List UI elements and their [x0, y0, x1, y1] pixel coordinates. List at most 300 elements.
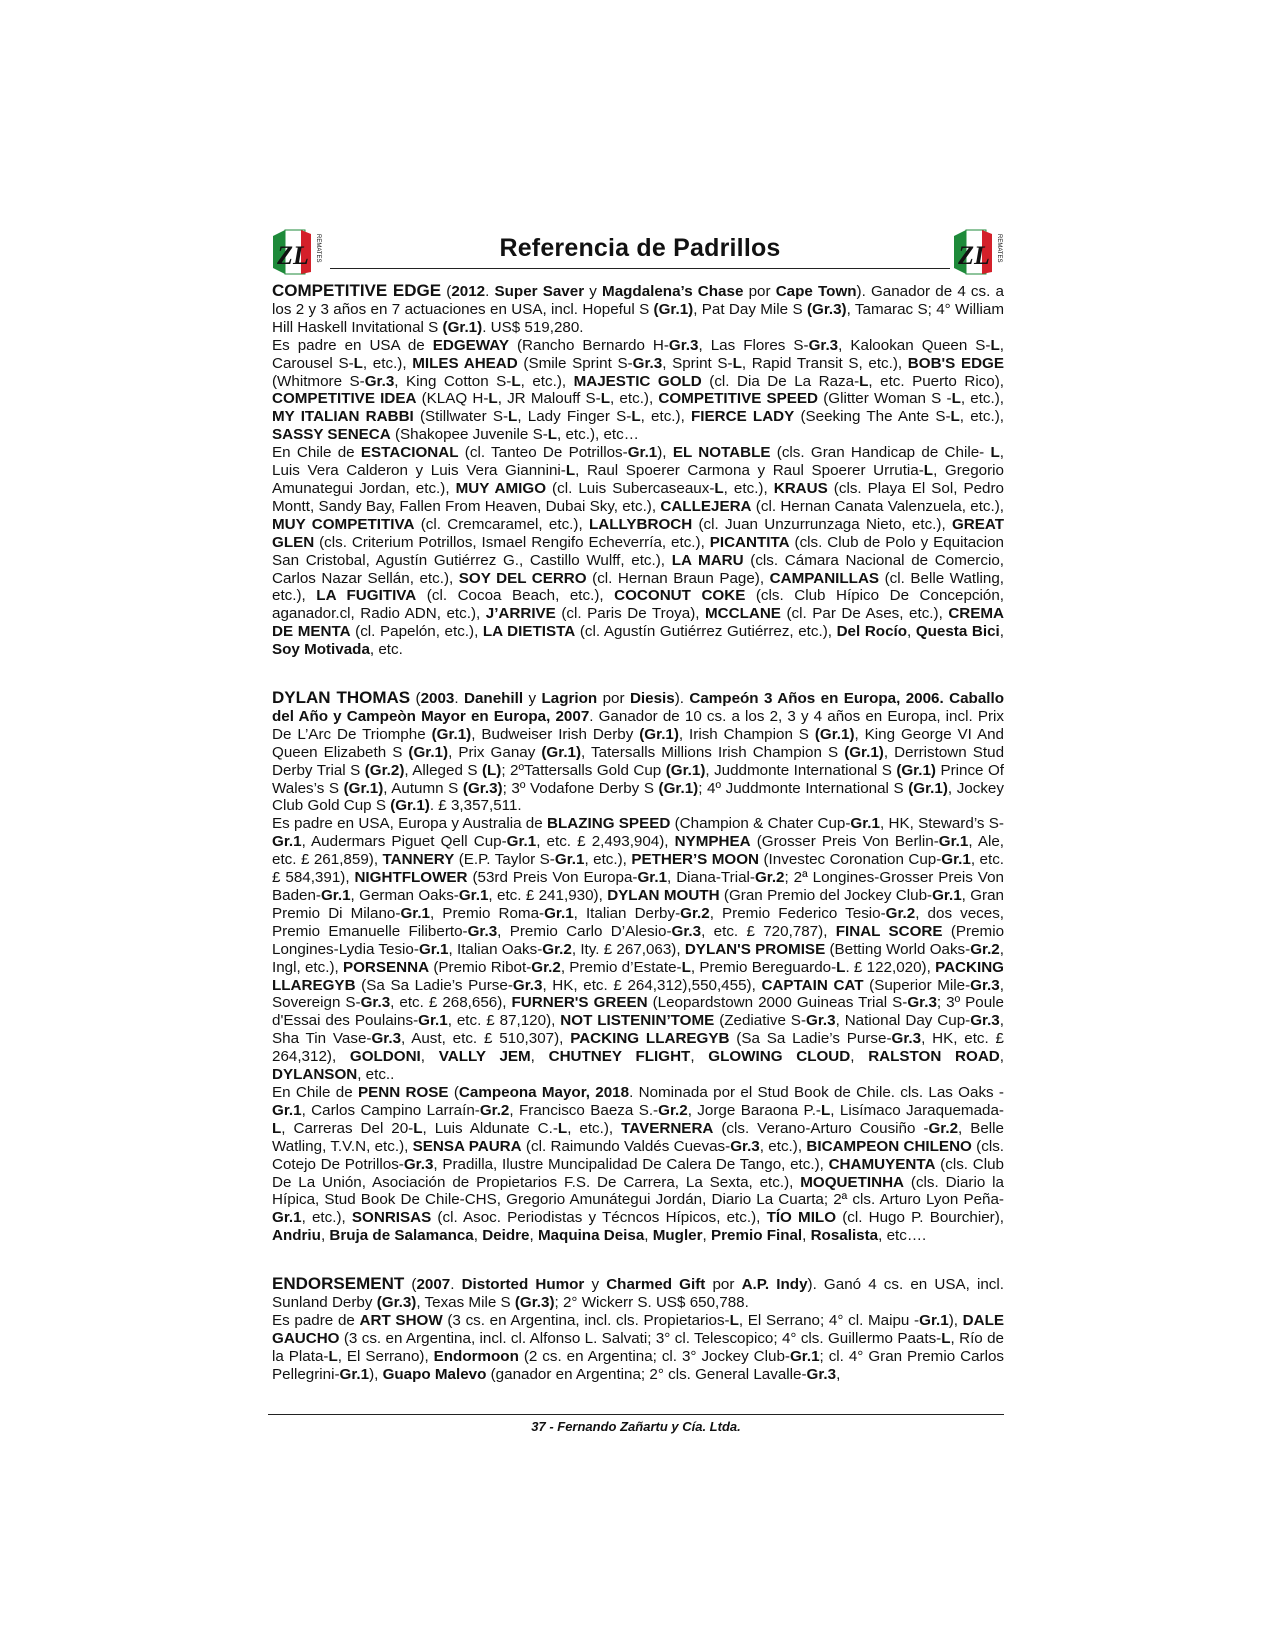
bold-text: L	[990, 336, 1000, 354]
bold-text: Gr.1	[554, 851, 585, 869]
bold-text: Gr.3	[467, 922, 498, 940]
bold-text: CHUTNEY FLIGHT	[548, 1048, 691, 1066]
text-run: , Kalookan Queen S-	[838, 336, 991, 354]
bold-text: (Gr.2)	[364, 761, 405, 779]
text-run: (	[410, 690, 421, 708]
bold-text: (Gr.1)	[653, 300, 694, 318]
text-run: (cl. Papelón, etc.),	[350, 623, 483, 641]
stallion-offspring-paragraph	[272, 444, 1004, 659]
text-run: ,	[850, 1048, 869, 1066]
bold-text: L	[413, 1119, 423, 1137]
text-run: , Premio d’Estate-	[560, 958, 682, 976]
text-run: (	[448, 1083, 459, 1101]
text-run: , Carousel S-	[272, 336, 1004, 372]
text-run: Prince Of Wales’s S	[272, 761, 1004, 797]
bold-text: Andriu	[272, 1227, 321, 1245]
bold-text: Gr.1	[627, 444, 658, 462]
bold-text: CAMPANILLAS	[769, 569, 880, 587]
text-run: (cl. Cocoa Beach, etc.),	[416, 587, 615, 605]
bold-text: Endormoon	[433, 1347, 519, 1365]
stallion-offspring-paragraph	[272, 337, 1004, 444]
bold-text: EL NOTABLE	[672, 444, 771, 462]
bold-text: Gr.1	[850, 815, 880, 833]
text-run: (cls. Diario la Hípica, Stud Book De Chile-CHS, Gregorio Amunátegui Jordán, Diario La Cuarta; 2ª cls. Arturo Lyon Peña-	[272, 1173, 1004, 1209]
text-run: ,	[420, 1048, 439, 1066]
text-run: (KLAQ H-	[416, 390, 489, 408]
bold-text: (Gr.1)	[442, 318, 483, 336]
text-run: (	[441, 283, 452, 300]
bold-text: MILES AHEAD	[412, 354, 518, 372]
bold-text: PACKING LLAREGYB	[570, 1030, 730, 1048]
text-run: . US$ 519,280.	[482, 318, 584, 336]
text-run: , etc.),	[567, 1119, 622, 1137]
bold-text: Gr.3	[808, 336, 839, 354]
bold-text: PICANTITA	[709, 533, 790, 551]
text-run: (Shakopee Juvenile S-	[390, 426, 548, 444]
bold-text: PORSENNA	[342, 958, 430, 976]
text-run: (cls. Cámara Nacional de Comercio, Carlos Nazar Sellán, etc.),	[272, 551, 1004, 587]
bold-text: (Gr.1)	[541, 743, 582, 761]
text-run: , Lady Finger S-	[517, 408, 632, 426]
bold-text: Gr.1	[418, 1012, 448, 1030]
text-run: ),	[657, 444, 673, 462]
bold-text: MOQUETINHA	[800, 1173, 905, 1191]
bold-text: Gr.3	[671, 922, 702, 940]
bold-text: Mugler	[652, 1227, 703, 1245]
bold-text: Gr.3	[364, 372, 395, 390]
text-run: y	[523, 690, 542, 708]
bold-text: L	[729, 1311, 739, 1329]
text-run: , Río de la Plata-	[272, 1329, 1004, 1365]
text-run: .	[485, 283, 495, 300]
text-run: , Italian Oaks-	[448, 940, 543, 958]
bold-text: Gr.1	[272, 1209, 302, 1227]
stallion-offspring-paragraph	[272, 815, 1004, 1084]
text-run: ,	[530, 1048, 549, 1066]
bold-text: DALE GAUCHO	[272, 1311, 1004, 1347]
text-run: ),	[369, 1365, 383, 1383]
text-run: , etc. £ 584,391),	[272, 851, 1005, 887]
text-run: En Chile de	[272, 444, 361, 462]
text-run: (cl. Tanteo De Potrillos-	[458, 444, 628, 462]
text-run: , Gregorio Amunategui Jordan, etc.),	[272, 462, 1004, 497]
bold-text: Campeón 3 Años en Europa, 2006. Caballo del Año y Campeòn Mayor en Europa, 2007	[272, 690, 1004, 725]
bold-text: Gr.1	[418, 940, 449, 958]
bold-text: KRAUS	[773, 479, 828, 497]
bold-text: LALLYBROCH	[588, 515, 693, 533]
text-run: por	[705, 1276, 742, 1294]
text-run: , King George VI And Queen Elizabeth S	[272, 725, 1005, 761]
bold-text: SENSA PAURA	[412, 1137, 522, 1155]
text-run: (Whitmore S-	[272, 372, 365, 390]
stallion-name: COMPETITIVE EDGE	[272, 281, 442, 300]
text-run: Es padre en USA, Europa y Australia de	[272, 815, 548, 833]
bold-text: Gr.3	[891, 1030, 922, 1048]
text-run: , Gran Premio Di Milano-	[272, 887, 1004, 922]
bold-text: SASSY SENECA	[272, 426, 391, 444]
bold-text: L	[859, 372, 869, 390]
text-run: (cls. Club De La Unión, Asociación de Propietarios F.S. De Carrera, La Sexta, etc.),	[272, 1155, 1004, 1191]
text-run: , Jorge Baraona P.-	[687, 1101, 821, 1119]
bold-text: DYLAN'S PROMISE	[684, 940, 826, 958]
text-run: , etc. £ 268,656),	[390, 994, 512, 1012]
text-run: ). Ganador de 4 cs. a los 2 y 3 años en 7 actuaciones en USA, incl. Hopeful S	[272, 283, 1004, 318]
text-run: , National Day Cup-	[835, 1012, 971, 1030]
bold-text: Gr.1	[339, 1365, 370, 1383]
text-run: , German Oaks-	[350, 887, 459, 904]
text-run: , Pat Day Mile S	[693, 300, 807, 318]
bold-text: Gr.3	[730, 1137, 760, 1155]
text-run: (Premio Ribot-	[429, 958, 532, 976]
text-run: , Texas Mile S	[416, 1294, 515, 1312]
text-run: , etc.),	[584, 851, 632, 869]
text-run: , Luis Vera Calderon y Luis Vera Giannini-	[272, 444, 1005, 480]
text-run: ; 4º Juddmonte International S	[698, 779, 909, 797]
text-run: , Rapid Transit S, etc.),	[741, 354, 908, 372]
bold-text: ESTACIONAL	[360, 444, 459, 462]
text-run: (Investec Coronation Cup-	[759, 851, 942, 869]
bold-text: CAPTAIN CAT	[761, 976, 864, 994]
logo-letters: ZL	[958, 241, 990, 270]
bold-text: (Gr.1)	[814, 725, 855, 743]
bold-text: Guapo Malevo	[382, 1365, 487, 1383]
bold-text: Gr.1	[789, 1347, 820, 1365]
bold-text: COMPETITIVE IDEA	[272, 390, 417, 408]
bold-text: Gr.1	[544, 904, 574, 922]
bold-text: 2003	[420, 690, 455, 708]
bold-text: ART SHOW	[359, 1311, 443, 1329]
text-run: ,	[836, 1365, 841, 1383]
text-run: , Pradilla, Ilustre Muncipalidad De Calera De Tango, etc.),	[433, 1155, 829, 1173]
bold-text: Danehill	[464, 690, 524, 708]
text-run: , Premio Bereguardo-	[690, 958, 837, 976]
text-run: , HK, Steward’s S-	[879, 815, 1004, 833]
text-run: , Las Flores S-	[698, 336, 809, 354]
bold-text: Magdalena’s Chase	[602, 283, 744, 300]
text-run: , etc. Puerto Rico),	[868, 372, 1005, 390]
bold-text: PETHER’S MOON	[631, 851, 760, 869]
bold-text: Rosalista	[810, 1227, 879, 1245]
bold-text: L	[565, 462, 576, 480]
stallion-offspring-paragraph	[272, 1084, 1004, 1245]
bold-text: (Gr.1)	[665, 761, 706, 779]
bold-text: (Gr.1)	[844, 743, 884, 761]
text-run: ),	[948, 1311, 963, 1329]
text-run: ,	[999, 1048, 1005, 1066]
text-run: , Budweiser Irish Derby	[471, 725, 640, 743]
bold-text: L	[950, 408, 960, 426]
bold-text: NOT LISTENIN’TOME	[560, 1012, 715, 1030]
bold-text: GREAT GLEN	[272, 515, 1004, 551]
text-run: , etc. £ 720,787),	[701, 922, 836, 940]
bold-text: RALSTON ROAD	[868, 1048, 1000, 1066]
text-run: , Prix Ganay	[448, 743, 542, 761]
text-run: ,	[999, 623, 1004, 641]
bold-text: FURNER'S GREEN	[511, 994, 648, 1012]
text-run: Es padre de	[272, 1311, 360, 1329]
bold-text: (Gr.1)	[896, 761, 936, 779]
text-run: , etc.),	[301, 1209, 352, 1227]
bold-text: Gr.3	[806, 1012, 836, 1030]
bold-text: LA MARU	[671, 551, 744, 569]
text-run: . £ 3,357,511.	[429, 797, 522, 815]
bold-text: L	[511, 372, 521, 390]
bold-text: DYLAN MOUTH	[607, 887, 720, 904]
text-run: , Lisímaco Jaraquemada-	[830, 1101, 1004, 1119]
bold-text: Lagrion	[541, 690, 598, 708]
text-run: , etc. £ 2,493,904),	[536, 833, 675, 851]
text-run: (cls. Club Hípico De Concepción, aganador.cl, Radio ADN, etc.),	[272, 587, 1004, 623]
text-run: , Diana-Trial-	[667, 869, 755, 887]
stallion-entry-heading	[272, 282, 1004, 337]
text-run: , HK, etc. £ 264,312),	[272, 1030, 1004, 1066]
text-run: , etc..	[357, 1066, 395, 1084]
bold-text: BOB'S EDGE	[907, 354, 1004, 372]
text-run: (Smile Sprint S-	[517, 354, 633, 372]
text-run: (cls. Verano-Arturo Cousiño -	[713, 1119, 929, 1137]
text-run: (cls. Gran Handicap de Chile-	[770, 444, 991, 462]
text-run: (Grosser Preis Von Berlin-	[750, 833, 939, 851]
bold-text: Soy Motivada	[272, 641, 370, 659]
text-run: , HK, etc. £ 264,312),550,455),	[542, 976, 762, 994]
bold-text: GLOWING CLOUD	[708, 1048, 851, 1066]
bold-text: L	[547, 426, 558, 444]
text-run: (cl. Juan Unzurrunzaga Nieto, etc.),	[692, 515, 952, 533]
text-run: , Tatersalls Millions Irish Champion S	[581, 743, 845, 761]
text-run: ; cl. 4° Gran Premio Carlos Pellegrini-	[272, 1347, 1004, 1383]
logo-remates-text: REMATES	[996, 234, 1002, 263]
bold-text: MAJESTIC GOLD	[573, 372, 702, 390]
text-run: ,	[802, 1227, 811, 1245]
stallion-entry-heading	[272, 1275, 1004, 1312]
bold-text: Charmed Gift	[606, 1276, 706, 1294]
bold-text: CALLEJERA	[660, 497, 752, 515]
text-run: , Ingl, etc.),	[272, 940, 1004, 976]
text-run: (Sa Sa Ladie’s Purse-	[355, 976, 513, 994]
bold-text: A.P. Indy	[741, 1276, 808, 1294]
text-run: (cl. Luis Subercaseaux-	[546, 479, 715, 497]
text-run: (cl. Hugo P. Bourchier),	[836, 1209, 1004, 1227]
bold-text: VALLY JEM	[438, 1048, 531, 1066]
text-run: ; 3º Poule d'Essai des Poulains-	[272, 994, 1004, 1030]
text-run: (cl. Asoc. Periodistas y Técncos Hípicos, etc.),	[431, 1209, 767, 1227]
bold-text: Gr.1	[400, 904, 430, 922]
text-run: por	[597, 690, 630, 708]
bold-text: Gr.1	[272, 833, 302, 851]
bold-text: L	[631, 408, 641, 426]
bold-text: Gr.3	[970, 976, 1000, 994]
bold-text: Cape Town	[775, 283, 857, 300]
text-run: ,	[320, 1227, 330, 1245]
text-run: ,	[702, 1227, 711, 1245]
bold-text: (Gr.3)	[514, 1294, 555, 1312]
bold-text: J’ARRIVE	[485, 605, 556, 623]
bold-text: MY ITALIAN RABBI	[272, 408, 414, 426]
text-run: , Jockey Club Gold Cup S	[272, 779, 1004, 815]
text-run: (Betting World Oaks-	[825, 940, 971, 958]
text-run: .	[454, 690, 465, 708]
text-run: (Leopardstown 2000 Guineas Trial S-	[647, 994, 908, 1012]
text-run: ; 2° Wickerr S. US$ 650,788.	[554, 1294, 749, 1312]
text-run: Es padre en USA de	[272, 336, 433, 354]
text-run: . £ 122,020),	[845, 958, 936, 976]
bold-text: NIGHTFLOWER	[354, 869, 468, 887]
text-run: (cls. Criterium Potrillos, Ismael Rengifo Echeverría, etc.),	[314, 533, 710, 551]
bold-text: Campeona Mayor, 2018	[458, 1083, 630, 1101]
logo-letters: ZL	[277, 241, 309, 270]
text-run: (53rd Preis Von Europa-	[467, 869, 638, 887]
bold-text: Maquina Deisa	[537, 1227, 645, 1245]
text-run: (3 cs. en Argentina, incl. cl. Alfonso L. Salvati; 3° cl. Telescopico; 4° cls. Guillermo Paats-	[339, 1329, 942, 1347]
text-run: , Premio Roma-	[430, 904, 545, 922]
bold-text: L	[941, 1329, 951, 1347]
text-run: , etc. £ 87,120),	[447, 1012, 561, 1030]
bold-text: Gr.2	[658, 1101, 688, 1119]
bold-text: Gr.2	[680, 904, 710, 922]
stallion-entry-heading	[272, 689, 1004, 815]
text-run: (cls. Club de Polo y Equitacion San Cristobal, Agustín Gutiérrez G., Castillo Wulff, etc.),	[272, 533, 1005, 569]
bold-text: Gr.2	[542, 940, 572, 958]
bold-text: Gr.1	[272, 1101, 302, 1119]
text-run: (3 cs. en Argentina, incl. cls. Propietarios-	[442, 1311, 730, 1329]
text-run: , etc.),	[960, 390, 1005, 408]
text-run: , etc….	[878, 1227, 927, 1245]
bold-text: BLAZING SPEED	[547, 815, 671, 833]
bold-text: Distorted Humor	[461, 1276, 585, 1294]
text-run: por	[743, 283, 776, 300]
text-run: (Seeking The Ante S-	[794, 408, 951, 426]
text-run: , etc.),	[759, 1137, 807, 1155]
text-run: (cls. Playa El Sol, Pedro Montt, Sandy Bay, Fallen From Heaven, Dubai Sky, etc.),	[272, 479, 1004, 515]
bold-text: 2012	[451, 283, 486, 300]
bold-text: Gr.1	[506, 833, 537, 851]
text-run: , Raul Spoerer Carmona y Raul Spoerer Urrutia-	[575, 462, 924, 480]
stallion-offspring-paragraph	[272, 1312, 1004, 1384]
bold-text: Gr.3	[970, 1012, 1000, 1030]
bold-text: Gr.3	[806, 1365, 837, 1383]
bold-text: Gr.2	[928, 1119, 959, 1137]
text-run: (Zediative S-	[714, 1012, 806, 1030]
text-run: , etc.),	[610, 390, 659, 408]
text-run: (cl. Belle Watling, etc.),	[272, 569, 1004, 605]
text-run: (	[404, 1276, 417, 1294]
text-run: (E.P. Taylor S-	[454, 851, 555, 869]
text-run: . Nominada por el Stud Book de Chile. cls. Las Oaks -	[629, 1083, 1004, 1101]
text-run: (2 cs. en Argentina; cl. 3° Jockey Club-	[518, 1347, 790, 1365]
bold-text: (Gr.3)	[462, 779, 503, 797]
bold-text: Gr.3	[403, 1155, 434, 1173]
title-underline	[330, 268, 950, 269]
text-run: , El Serrano; 4° cl. Maipu -	[738, 1311, 920, 1329]
text-run: ,	[473, 1227, 483, 1245]
text-run: , Carlos Campino Larraín-	[301, 1101, 480, 1119]
bold-text: CHAMUYENTA	[828, 1155, 936, 1173]
bold-text: 2007	[416, 1276, 451, 1294]
text-run: , Premio Federico Tesio-	[709, 904, 886, 922]
stallion-name: ENDORSEMENT	[272, 1274, 405, 1294]
text-run: (cl. Par De Ases, etc.),	[780, 605, 949, 623]
bold-text: (Gr.1)	[343, 779, 384, 797]
text-run: , Luis Aldunate C.-	[422, 1119, 558, 1137]
text-run: . Ganador de 10 cs. a los 2, 3 y 4 años en Europa, incl. Prix De L’Arc De Triomphe	[272, 707, 1004, 743]
bold-text: FINAL SCORE	[835, 922, 943, 940]
bold-text: (L)	[481, 761, 502, 779]
bold-text: L	[836, 958, 846, 976]
bold-text: GOLDONI	[349, 1048, 421, 1066]
text-run: , dos veces, Premio Emanuelle Filiberto-	[272, 904, 1005, 940]
text-run: , etc.	[369, 641, 403, 659]
bold-text: Gr.1	[941, 851, 971, 869]
text-run: , etc. £ 241,930),	[488, 887, 608, 904]
text-run: ,	[529, 1227, 538, 1245]
text-run: (Stillwater S-	[413, 408, 509, 426]
bold-text: L	[681, 958, 691, 976]
bold-text: L	[820, 1101, 831, 1119]
text-run: , etc.),	[520, 372, 574, 390]
bold-text: L	[353, 354, 363, 372]
text-run: ,	[644, 1227, 653, 1245]
bold-text: Gr.1	[919, 1311, 949, 1329]
text-run: , Tamarac S; 4° William Hill Haskell Invitational S	[272, 300, 1004, 336]
bold-text: Gr.1	[932, 887, 962, 904]
bold-text: COCONUT COKE	[614, 587, 746, 605]
text-run: , King Cotton S-	[394, 372, 512, 390]
text-run: ; 3º Vodafone Derby S	[502, 779, 659, 797]
bold-text: L	[714, 479, 724, 497]
text-run: , Francisco Baeza S.-	[509, 1101, 659, 1119]
text-run: (cl. Cremcaramel, etc.),	[414, 515, 589, 533]
company-logo-right	[952, 228, 1004, 276]
text-run: (Champion & Chater Cup-	[670, 815, 851, 833]
bold-text: Premio Final	[710, 1227, 803, 1245]
bold-text: LA FUGITIVA	[316, 587, 417, 605]
bold-text: BICAMPEON CHILENO	[806, 1137, 972, 1155]
text-run: ; 2ª Longines-Grosser Preis Von Baden-	[272, 869, 1004, 904]
text-run: (Gran Premio del Jockey Club-	[719, 887, 933, 904]
bold-text: Diesis	[629, 690, 675, 708]
stallion-references	[272, 282, 1004, 1384]
bold-text: (Gr.1)	[408, 743, 449, 761]
bold-text: COMPETITIVE SPEED	[658, 390, 819, 408]
bold-text: L	[951, 390, 961, 408]
text-run: , Autumn S	[383, 779, 463, 797]
text-run: (cl. Paris De Troya),	[555, 605, 705, 623]
text-run: (cls. Cotejo De Potrillos-	[272, 1137, 1005, 1173]
bold-text: DYLANSON	[272, 1066, 358, 1084]
bold-text: MUY AMIGO	[455, 479, 547, 497]
bold-text: Questa Bici	[915, 623, 1000, 641]
bold-text: TÍO MILO	[766, 1209, 837, 1227]
text-run: , Belle Watling, T.V.N, etc.),	[272, 1119, 1004, 1155]
bold-text: TAVERNERA	[621, 1119, 714, 1137]
bold-text: Gr.3	[632, 354, 663, 372]
text-run: , etc.),	[723, 479, 774, 497]
page-title: Referencia de Padrillos	[499, 234, 781, 262]
bold-text: Gr.1	[320, 887, 351, 904]
bold-text: (Gr.3)	[806, 300, 847, 318]
bold-text: Super Saver	[494, 283, 585, 300]
bold-text: Gr.1	[637, 869, 668, 887]
text-run: , Italian Derby-	[573, 904, 681, 922]
page-footer: 37 - Fernando Zañartu y Cía. Ltda.	[531, 1419, 741, 1434]
bold-text: NYMPHEA	[674, 833, 751, 851]
text-run: ,	[690, 1048, 709, 1066]
bold-text: Gr.3	[512, 976, 543, 994]
bold-text: FIERCE LADY	[691, 408, 795, 426]
bold-text: (Gr.1)	[658, 779, 699, 797]
text-run: (Glitter Woman S -	[818, 390, 952, 408]
text-run: , etc.), etc…	[557, 426, 639, 444]
